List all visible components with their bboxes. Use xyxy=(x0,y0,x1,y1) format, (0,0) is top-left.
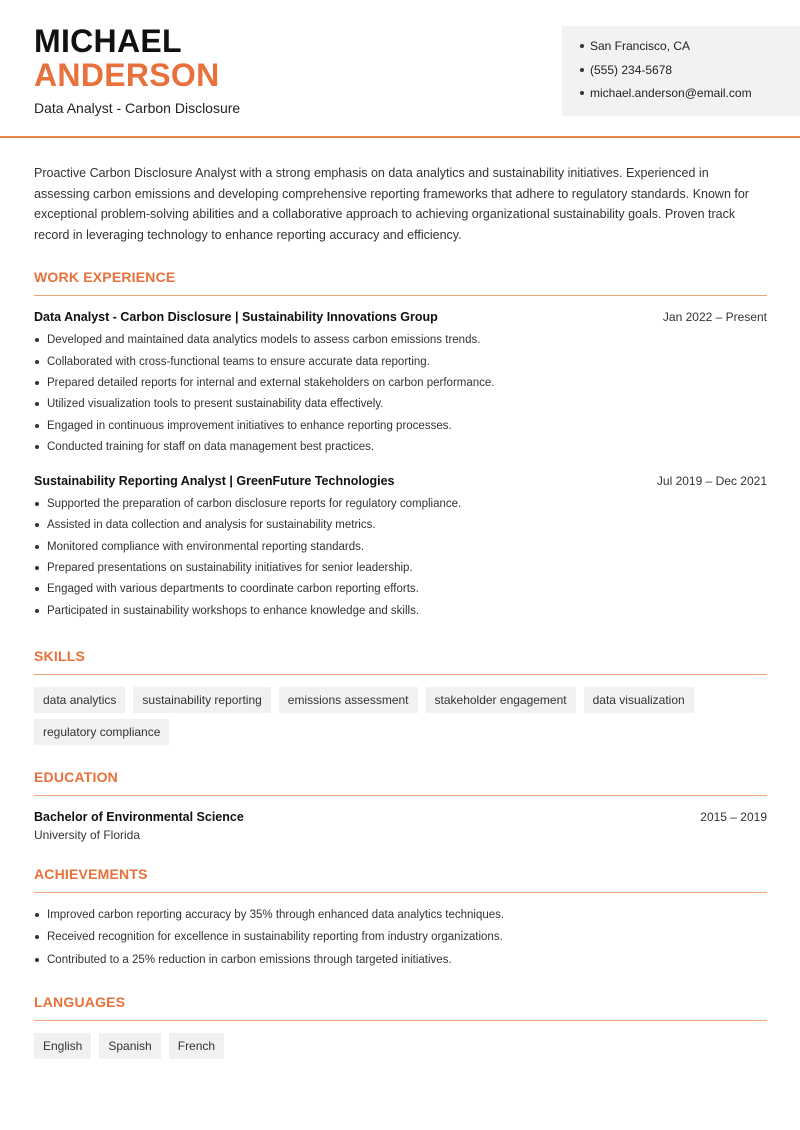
achievement-text: Received recognition for excellence in sustainability reporting from industry organizations. xyxy=(47,931,503,944)
name-block xyxy=(34,24,240,116)
bullet-text: Engaged with various departments to coordinate carbon reporting efforts. xyxy=(47,583,419,596)
job-bullet xyxy=(34,354,767,375)
section-title-education: EDUCATION xyxy=(34,769,767,796)
bullet-text: Developed and maintained data analytics models to assess carbon emissions trends. xyxy=(47,334,481,347)
bullet-text: Supported the preparation of carbon disclosure reports for regulatory compliance. xyxy=(47,498,462,511)
school: University of Florida xyxy=(34,827,141,842)
job-title: Data Analyst - Carbon Disclosure xyxy=(34,100,241,116)
skill-chip: stakeholder engagement xyxy=(426,687,576,713)
job-bullet xyxy=(34,418,767,439)
bullet-icon xyxy=(35,958,39,962)
job-role: Sustainability Reporting Analyst | GreenFuture Technologies xyxy=(34,474,395,489)
job-bullets xyxy=(34,496,767,624)
resume-header xyxy=(0,0,800,138)
bullet-icon xyxy=(35,566,39,570)
bullet-icon xyxy=(35,935,39,939)
job-bullet xyxy=(34,517,767,538)
bullet-icon xyxy=(580,68,584,72)
job-header xyxy=(34,310,767,324)
job-bullet xyxy=(34,581,767,602)
location-text: San Francisco, CA xyxy=(590,39,691,53)
education-dates: 2015 – 2019 xyxy=(700,809,767,824)
bullet-icon xyxy=(35,913,39,917)
achievements-list xyxy=(34,907,767,975)
job-bullet xyxy=(34,375,767,396)
skill-chip: regulatory compliance xyxy=(34,719,169,745)
skill-chip: emissions assessment xyxy=(279,687,418,713)
language-chip: Spanish xyxy=(99,1033,160,1059)
section-title-skills: SKILLS xyxy=(34,648,767,675)
achievement-text: Improved carbon reporting accuracy by 35% through enhanced data analytics techniques. xyxy=(47,908,505,921)
last-name: ANDERSON xyxy=(34,57,220,93)
first-name: MICHAEL xyxy=(34,23,182,59)
bullet-icon xyxy=(35,360,39,364)
section-title-languages: LANGUAGES xyxy=(34,994,767,1021)
job-entry xyxy=(34,310,767,460)
bullet-text: Prepared presentations on sustainability initiatives for senior leadership. xyxy=(47,562,413,575)
resume-content xyxy=(34,163,767,1065)
bullet-icon xyxy=(35,445,39,449)
job-bullet xyxy=(34,332,767,353)
job-bullet xyxy=(34,603,767,624)
job-role: Data Analyst - Carbon Disclosure | Sustainability Innovations Group xyxy=(34,310,438,325)
bullet-text: Collaborated with cross-functional teams to ensure accurate data reporting. xyxy=(47,355,430,368)
section-title-work: WORK EXPERIENCE xyxy=(34,269,767,296)
achievement-item xyxy=(34,952,767,975)
bullet-icon xyxy=(35,381,39,385)
bullet-icon xyxy=(35,523,39,527)
education-header xyxy=(34,810,767,824)
contact-box xyxy=(562,26,800,116)
job-dates: Jul 2019 – Dec 2021 xyxy=(656,474,767,489)
languages-list xyxy=(34,1033,767,1065)
bullet-icon xyxy=(35,402,39,406)
bullet-text: Assisted in data collection and analysis for sustainability metrics. xyxy=(47,519,376,532)
bullet-icon xyxy=(35,338,39,342)
bullet-icon xyxy=(35,609,39,613)
bullet-icon xyxy=(35,587,39,591)
bullet-icon xyxy=(580,91,584,95)
job-bullet xyxy=(34,439,767,460)
bullet-text: Conducted training for staff on data management best practices. xyxy=(47,440,375,453)
job-bullet xyxy=(34,396,767,417)
job-dates: Jan 2022 – Present xyxy=(662,310,767,325)
bullet-icon xyxy=(35,424,39,428)
skill-chip: sustainability reporting xyxy=(133,687,270,713)
job-header xyxy=(34,474,767,488)
job-bullet xyxy=(34,496,767,517)
language-chip: English xyxy=(34,1033,91,1059)
summary: Proactive Carbon Disclosure Analyst with a strong emphasis on data analytics and sustainability initiatives. Experienced in assessing carbon emissions and developing comprehensive reporting frameworks that adhere to regulatory standards. Known for exceptional problem-solving abilities and a collaborative approach to achieving organizational sustainability goals. Proven track record in leveraging technology to enhance reporting accuracy and efficiency. xyxy=(34,166,749,242)
bullet-text: Utilized visualization tools to present sustainability data effectively. xyxy=(47,398,384,411)
job-bullet xyxy=(34,539,767,560)
language-chip: French xyxy=(169,1033,224,1059)
section-title-achievements: ACHIEVEMENTS xyxy=(34,866,767,893)
bullet-text: Monitored compliance with environmental reporting standards. xyxy=(47,540,365,553)
education-entry xyxy=(34,810,767,842)
bullet-text: Participated in sustainability workshops to enhance knowledge and skills. xyxy=(47,604,420,617)
bullet-text: Engaged in continuous improvement initiatives to enhance reporting processes. xyxy=(47,419,452,432)
email-text[interactable]: michael.anderson@email.com xyxy=(590,86,752,100)
achievement-item xyxy=(34,907,767,930)
job-bullet xyxy=(34,560,767,581)
degree: Bachelor of Environmental Science xyxy=(34,809,244,824)
job-entry xyxy=(34,474,767,624)
skill-chip: data analytics xyxy=(34,687,125,713)
contact-phone xyxy=(580,62,800,86)
bullet-icon xyxy=(35,502,39,506)
bullet-icon xyxy=(580,44,584,48)
job-bullets xyxy=(34,332,767,460)
bullet-text: Prepared detailed reports for internal and external stakeholders on carbon performance. xyxy=(47,376,495,389)
skill-chip: data visualization xyxy=(584,687,694,713)
contact-email xyxy=(580,85,800,109)
contact-location xyxy=(580,38,800,62)
achievement-text: Contributed to a 25% reduction in carbon emissions through targeted initiatives. xyxy=(47,953,452,966)
phone-text: (555) 234-5678 xyxy=(590,62,673,77)
bullet-icon xyxy=(35,545,39,549)
achievement-item xyxy=(34,929,767,952)
skills-list xyxy=(34,687,767,751)
